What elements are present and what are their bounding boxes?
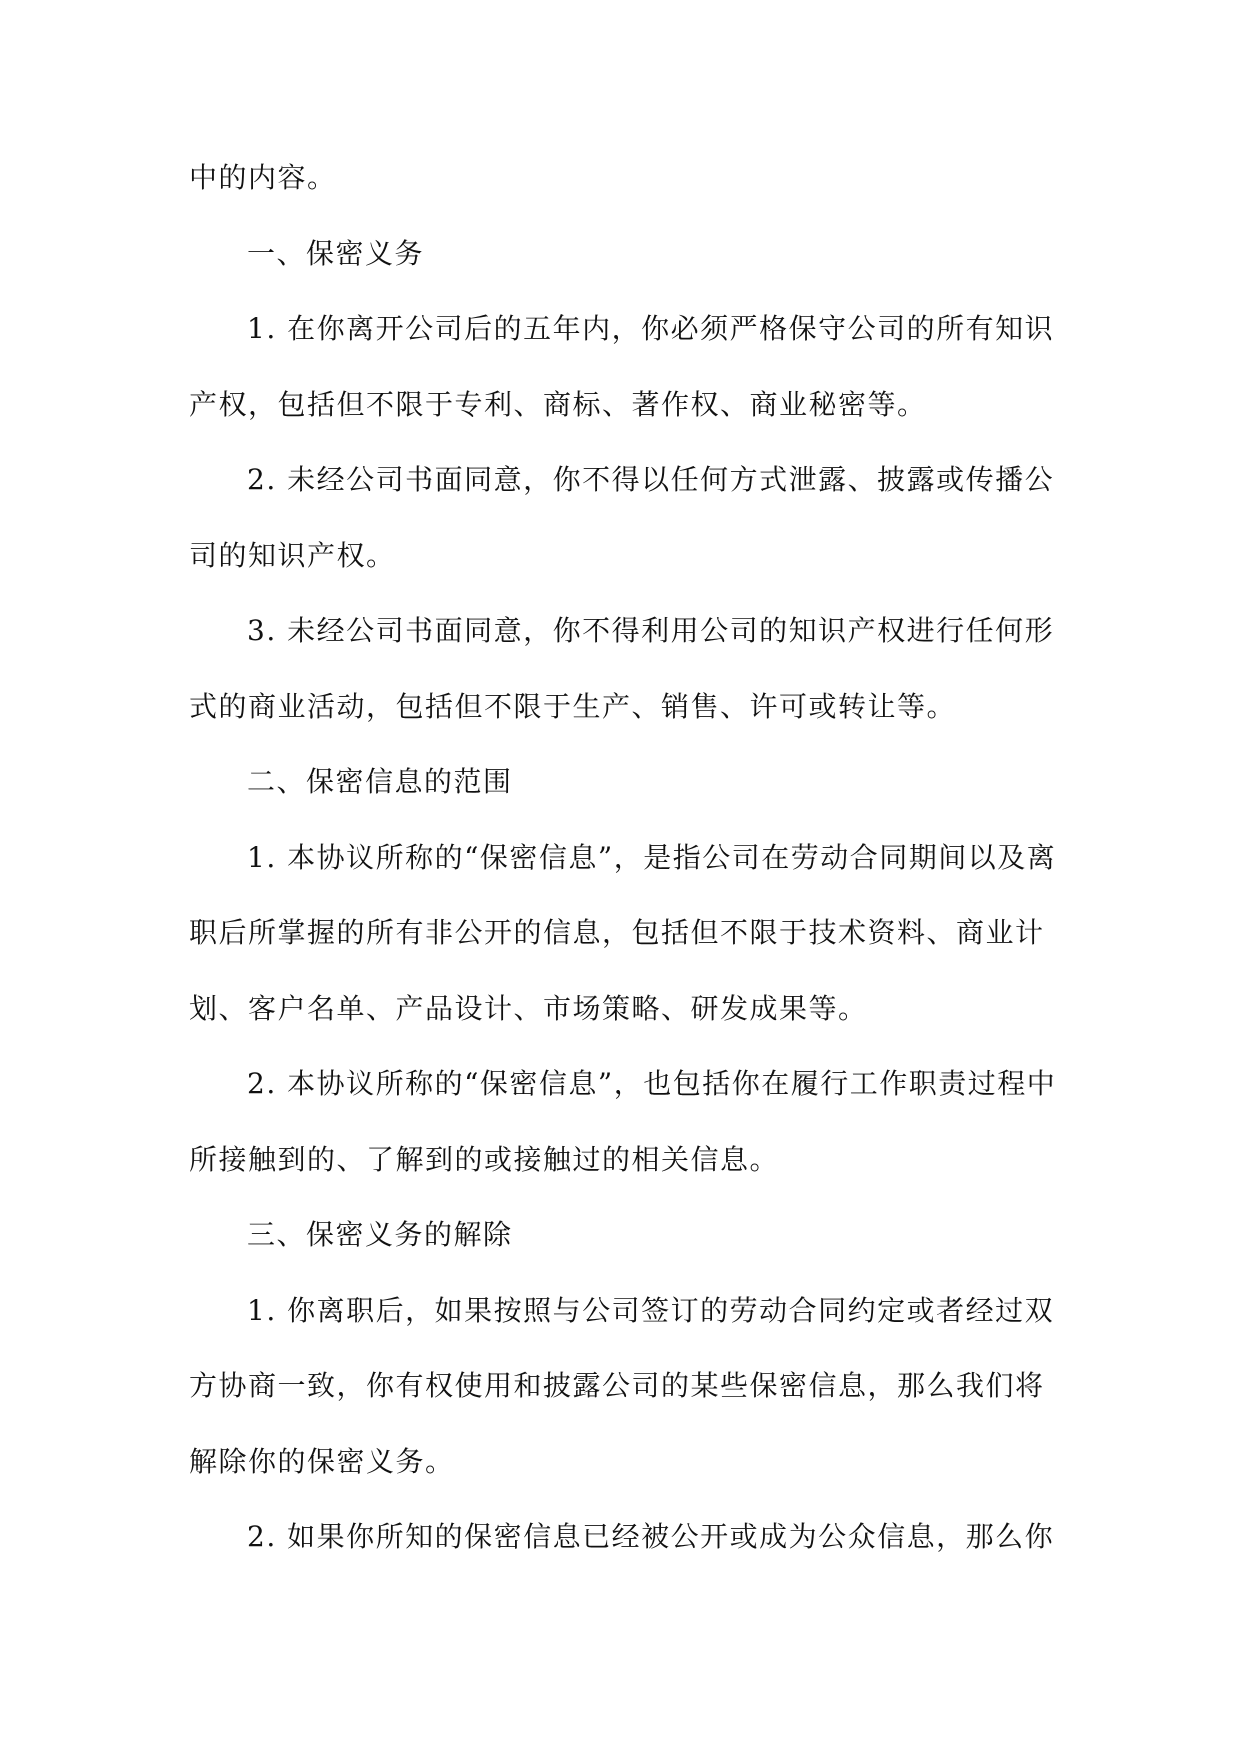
- paragraph: 2. 未经公司书面同意，你不得以任何方式泄露、披露或传播公司的知识产权。: [189, 463, 1055, 572]
- section-heading: 一、保密义务: [247, 236, 425, 270]
- paragraph: 中的内容。: [189, 161, 337, 194]
- paragraph: 1. 你离职后，如果按照与公司签订的劳动合同约定或者经过双方协商一致，你有权使用和披露公司的某些保密信息，那么我们将解除你的保密义务。: [189, 1293, 1055, 1478]
- paragraph: 1. 在你离开公司后的五年内，你必须严格保守公司的所有知识产权，包括但不限于专利、商标、著作权、商业秘密等。: [189, 312, 1055, 421]
- section-heading: 三、保密义务的解除: [247, 1218, 513, 1251]
- paragraph: 2. 本协议所称的“保密信息”，也包括你在履行工作职责过程中所接触到的、了解到的或接触过的相关信息。: [189, 1067, 1057, 1176]
- paragraph: 1. 本协议所称的“保密信息”，是指公司在劳动合同期间以及离职后所掌握的所有非公开的信息，包括但不限于技术资料、商业计划、客户名单、产品设计、市场策略、研发成果等。: [189, 840, 1057, 1025]
- section-heading: 二、保密信息的范围: [247, 765, 513, 798]
- paragraph: 2. 如果你所知的保密信息已经被公开或成为公众信息，那么你: [247, 1520, 1055, 1553]
- document-body: [189, 140, 1059, 1575]
- paragraph: 3. 未经公司书面同意，你不得利用公司的知识产权进行任何形式的商业活动，包括但不限于生产、销售、许可或转让等。: [189, 614, 1055, 723]
